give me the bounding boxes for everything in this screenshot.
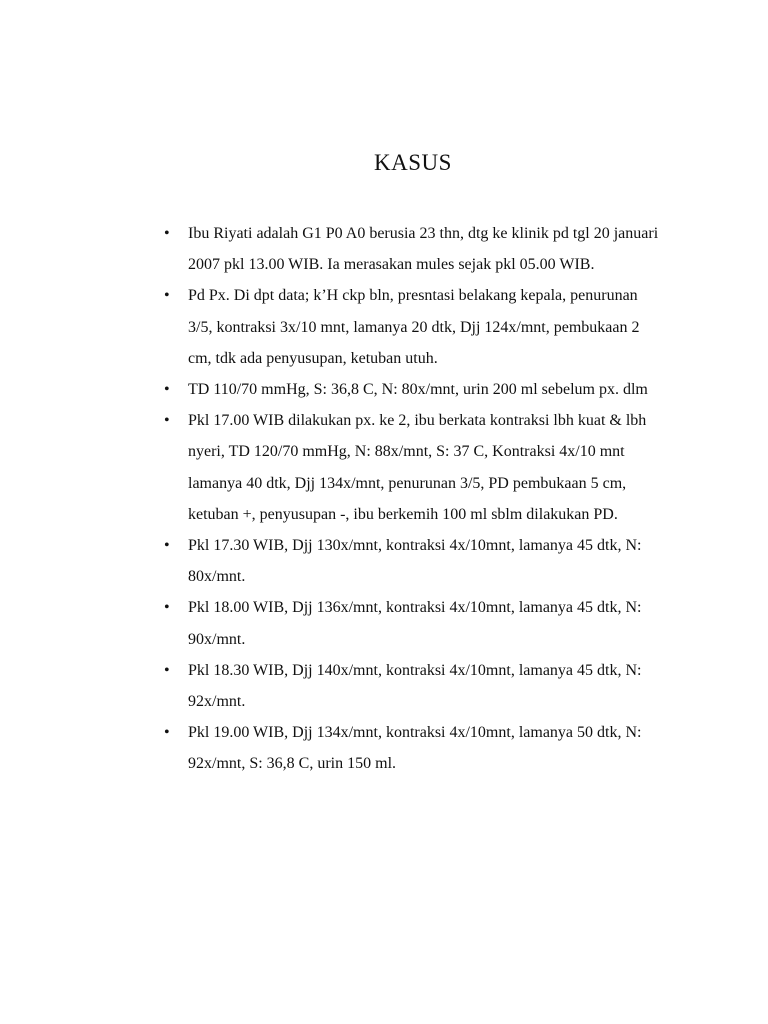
bullet-icon: • — [164, 724, 170, 742]
bullet-icon: • — [164, 225, 170, 242]
list-item-text: Pkl 19.00 WIB, Djj 134x/mnt, kontraksi 4x/10mnt, lamanya 50 dtk, N: 92x/mnt, S: 36,8 C, urin 150 ml. — [188, 724, 642, 773]
list-item — [162, 374, 662, 405]
bullet-icon: • — [164, 661, 170, 679]
list-item-text: Pd Px. Di dpt data; k’H ckp bln, presntasi belakang kepala, penurunan 3/5, kontraksi 3x/10 mnt, lamanya 20 dtk, Djj 124x/mnt, pembukaan 2 cm, tdk ada penyusupan, ketuban utuh. — [188, 287, 640, 367]
bullet-icon: • — [164, 412, 170, 430]
bullet-icon: • — [164, 599, 170, 617]
bullet-icon: • — [164, 287, 170, 305]
case-list — [162, 218, 662, 780]
list-item — [162, 530, 662, 592]
list-item-text: Pkl 17.00 WIB dilakukan px. ke 2, ibu berkata kontraksi lbh kuat & lbh nyeri, TD 120/70 mmHg, N: 88x/mnt, S: 37 C, Kontraksi 4x/10 mnt lamanya 40 dtk, Djj 134x/mnt, penurunan 3/5, PD pembukaan 5 cm, ketuban +, penyusupan -, ibu berkemih 100 ml sblm dilakukan PD. — [188, 412, 647, 523]
list-item — [162, 218, 662, 280]
list-item — [162, 280, 662, 374]
list-item — [162, 717, 662, 779]
list-item-text: Pkl 17.30 WIB, Djj 130x/mnt, kontraksi 4x/10mnt, lamanya 45 dtk, N: 80x/mnt. — [188, 537, 642, 586]
list-item-text: Pkl 18.30 WIB, Djj 140x/mnt, kontraksi 4x/10mnt, lamanya 45 dtk, N: 92x/mnt. — [188, 661, 642, 711]
list-item-text: TD 110/70 mmHg, S: 36,8 C, N: 80x/mnt, urin 200 ml sebelum px. dlm — [188, 381, 648, 399]
list-item — [162, 405, 662, 530]
list-item-text: Ibu Riyati adalah G1 P0 A0 berusia 23 thn, dtg ke klinik pd tgl 20 januari 2007 pkl 13.00 WIB. Ia merasakan mules sejak pkl 05.00 WIB. — [188, 225, 659, 274]
list-item — [162, 655, 662, 717]
bullet-icon: • — [164, 537, 170, 555]
page-title: KASUS — [374, 150, 452, 175]
list-item — [162, 592, 662, 654]
list-item-text: Pkl 18.00 WIB, Djj 136x/mnt, kontraksi 4x/10mnt, lamanya 45 dtk, N: 90x/mnt. — [188, 599, 642, 648]
bullet-icon: • — [164, 381, 170, 399]
